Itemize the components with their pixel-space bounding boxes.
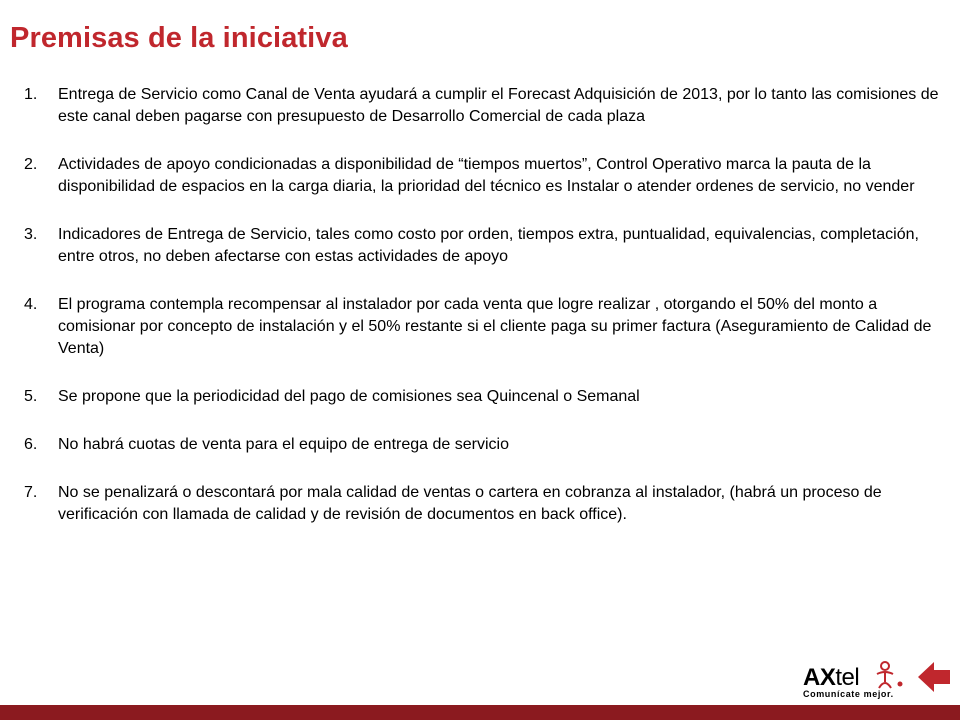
footer-bar (0, 705, 960, 720)
list-item (24, 224, 939, 268)
item-number: 1. (24, 86, 38, 103)
item-text: Actividades de apoyo condicionadas a disponibilidad de “tiempos muertos”, Control Operativo marca la pauta de la disponibilidad de espacios en la carga diaria, la prioridad del técnico es Instalar o atender ordenes de servicio, no vender (58, 156, 915, 195)
item-text: Indicadores de Entrega de Servicio, tales como costo por orden, tiempos extra, puntualidad, equivalencias, completación, entre otros, no deben afectarse con estas actividades de apoyo (58, 226, 919, 265)
item-text: No se penalizará o descontará por mala calidad de ventas o cartera en cobranza al instalador, (habrá un proceso de verificación con llamada de calidad y de revisión de documentos en back office). (58, 484, 882, 523)
logo-wordmark (803, 664, 859, 692)
item-text: Entrega de Servicio como Canal de Venta ayudará a cumplir el Forecast Adquisición de 2013, por lo tanto las comisiones de este canal deben pagarse con presupuesto de Desarrollo Comercial de cada plaza (58, 86, 939, 125)
item-number: 6. (24, 436, 38, 453)
item-number: 3. (24, 226, 38, 243)
list-item (24, 154, 939, 198)
item-number: 2. (24, 156, 38, 173)
logo-tel: tel (835, 664, 860, 691)
list-item (24, 434, 939, 456)
arrow-left-icon[interactable] (916, 659, 952, 695)
item-text: El programa contempla recompensar al instalador por cada venta que logre realizar , otorgando el 50% del monto a comisionar por concepto de instalación y el 50% restante si el cliente paga su primer factura (Aseguramiento de Calidad de Venta) (58, 296, 932, 357)
axtel-figure-icon (873, 660, 907, 690)
list-item (24, 482, 939, 526)
item-number: 7. (24, 484, 38, 501)
item-number: 5. (24, 388, 38, 405)
list-item (24, 84, 939, 128)
item-text: No habrá cuotas de venta para el equipo de entrega de servicio (58, 436, 509, 453)
axtel-logo (803, 660, 913, 702)
list-item (24, 386, 939, 408)
logo-tagline: Comunícate mejor. (803, 689, 894, 699)
item-text: Se propone que la periodicidad del pago de comisiones sea Quincenal o Semanal (58, 388, 640, 405)
item-number: 4. (24, 296, 38, 313)
slide-title: Premisas de la iniciativa (10, 22, 348, 54)
list-item (24, 294, 939, 360)
logo-ax: AX (803, 664, 836, 691)
premises-list (24, 84, 939, 552)
